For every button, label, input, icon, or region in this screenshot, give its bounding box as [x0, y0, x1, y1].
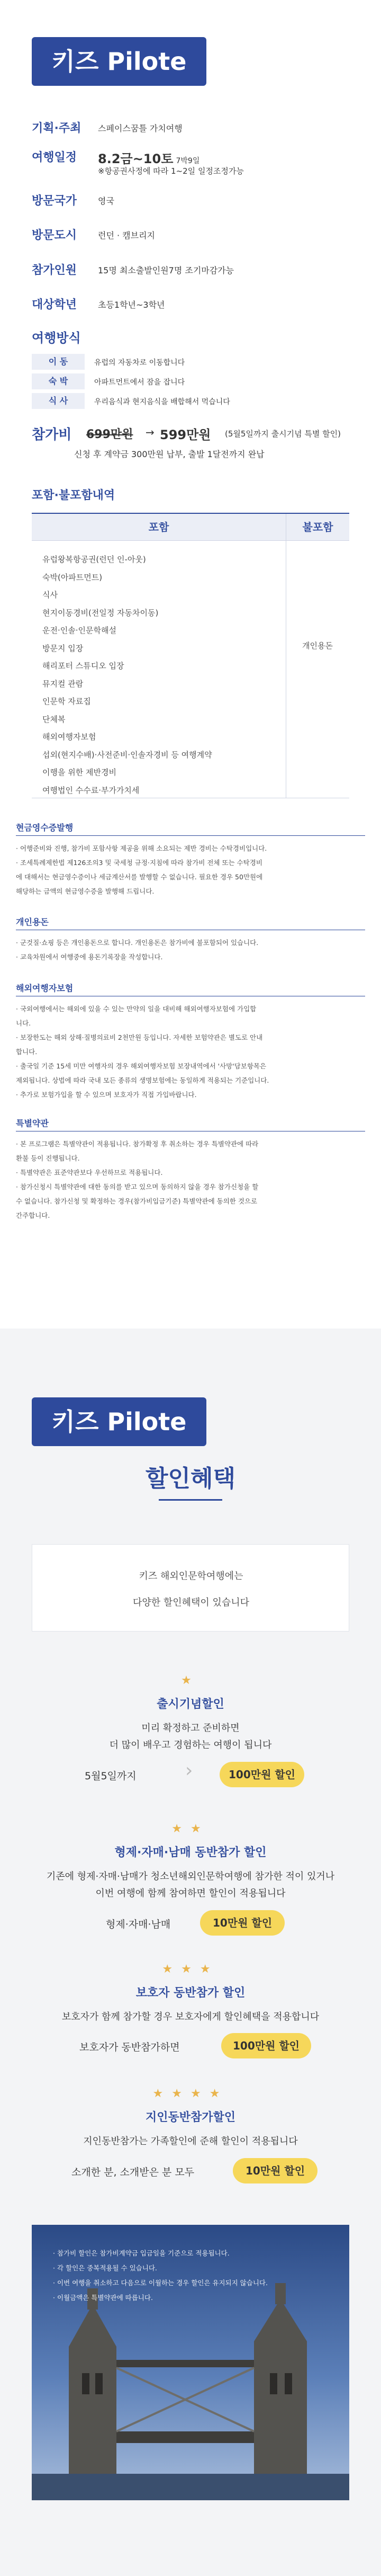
- brand-text-2: 키즈 Pilote: [51, 1407, 187, 1436]
- star-icon: ★: [181, 1674, 200, 1687]
- city-value: 런던 · 캠브리지: [98, 230, 155, 240]
- method-title: 여행방식: [32, 331, 81, 345]
- note-line: · 출국일 기준 15세 미만 여행자의 경우 해외여행자보험 보장내역에서 '사망'담보항목은: [16, 1062, 267, 1070]
- header-included: 포함: [32, 514, 286, 540]
- schedule-label: 여행일정: [32, 151, 77, 164]
- note-line: · 조세특례제한법 제126조의3 및 국세청 규정·지침에 따라 참가비 전체 또는 수탁경비: [16, 859, 262, 867]
- discount-badge: 10만원 할인: [200, 1910, 285, 1936]
- method-value: 우리음식과 현지음식을 배합해서 먹습니다: [94, 398, 230, 406]
- photo-note-line: · 이번 여행을 취소하고 다음으로 이월하는 경우 할인은 유지되지 않습니다.: [53, 2279, 268, 2287]
- note-line: 니다.: [16, 1019, 31, 1027]
- price-old: 699만원: [86, 428, 133, 441]
- brand-logo: [32, 37, 206, 86]
- brand-text: 키즈 Pilote: [51, 47, 187, 76]
- method-label: 숙 박: [32, 373, 85, 389]
- included-list: [42, 551, 212, 799]
- host-value: 스페이스꿈틀 가치여행: [98, 123, 183, 133]
- price-label: 참가비: [32, 427, 72, 443]
- note-line: · 참가신청시 특별약관에 대한 동의를 받고 있으며 동의하지 않을 경우 참가신청을 할: [16, 1183, 259, 1191]
- photo-notes: [53, 2246, 328, 2305]
- schedule-value-wrap: [98, 148, 199, 167]
- discount-title: 할인혜택: [145, 1465, 235, 1492]
- note-line: · 국외여행에서는 해외에 있을 수 있는 만약의 일을 대비해 해외여행자보험에 가입합: [16, 1005, 257, 1013]
- list-item: 이행을 위한 제반경비: [42, 768, 116, 777]
- note-title: 개인용돈: [16, 917, 49, 927]
- star-icon: ★★★★: [152, 2087, 229, 2100]
- brand-logo-2: [32, 1397, 206, 1446]
- method-row: [32, 393, 349, 409]
- included-table: [32, 513, 349, 798]
- discount-condition: 5월5일까지: [85, 1770, 137, 1782]
- discount-name: 형제·자매·남매 동반참가 할인: [114, 1846, 267, 1859]
- note-line: · 교육차원에서 여행중에 용돈기록장을 작성합니다.: [16, 953, 163, 961]
- discount-desc: 기존에 형제·자매·남매가 청소년해외인문학여행에 참가한 적이 있거나: [46, 1871, 335, 1882]
- list-item: 인문학 자료집: [42, 697, 91, 706]
- list-item: 뮤지컬 관람: [42, 679, 84, 689]
- intro-box: [32, 1544, 349, 1632]
- schedule-value: 8.2금~10토: [98, 151, 174, 166]
- discount-desc: 이번 여행에 함께 참여하면 할인이 적용됩니다: [95, 1888, 286, 1899]
- note-line: 제외됩니다. 상법에 따라 국내 모든 종류의 생명보험에는 동일하게 적용되는 기준입니다.: [16, 1076, 269, 1084]
- note-box: [16, 835, 365, 898]
- header-excluded: 불포함: [286, 514, 349, 540]
- method-label: 이 동: [32, 354, 85, 370]
- country-label: 방문국가: [32, 194, 77, 208]
- method-value: 아파트먼트에서 잠을 잡니다: [94, 378, 185, 387]
- discount-desc: 미리 확정하고 준비하면: [141, 1723, 240, 1734]
- discount-condition: 보호자가 동반참가하면: [79, 2042, 180, 2053]
- list-item: 방문지 입장: [42, 643, 84, 653]
- discount-condition: 소개한 분, 소개받은 분 모두: [71, 2167, 195, 2178]
- tower-bridge-photo: [32, 2225, 349, 2500]
- note-box: [16, 930, 365, 964]
- included-title: 포함·불포함내역: [32, 489, 115, 502]
- list-item: 유럽왕복항공권(런던 인-아웃): [42, 555, 146, 564]
- note-line: · 보장한도는 해외 상해·질병의료비 2천만원 등입니다. 자세한 보험약관은 별도로 안내: [16, 1033, 263, 1041]
- discount-condition: 형제·자매·남매: [106, 1919, 171, 1930]
- photo-note-line: · 각 할인은 중복적용될 수 있습니다.: [53, 2264, 157, 2272]
- schedule-note: ※항공권사정에 따라 1~2일 일정조정가능: [98, 166, 244, 176]
- method-label: 식 사: [32, 393, 85, 409]
- note-box: [16, 1131, 365, 1223]
- host-label: 기획·주최: [32, 122, 81, 135]
- star-icon: ★★★: [162, 1963, 219, 1976]
- country-value: 영국: [98, 196, 114, 206]
- list-item: 여행법인 수수료·부가가치세: [42, 785, 140, 795]
- list-item: 운전·인솔·인문학해설: [42, 626, 116, 635]
- list-item: 현지이동경비(전일정 자동차이동): [42, 608, 159, 618]
- note-line: · 군것질·쇼핑 등은 개인용돈으로 합니다. 개인용돈은 참가비에 불포함되어 있습니다.: [16, 939, 259, 947]
- list-item: 해외여행자보험: [42, 732, 96, 742]
- list-item: 해리포터 스튜디오 입장: [42, 661, 124, 671]
- intro-line-2: 다양한 할인혜택이 있습니다: [132, 1597, 250, 1608]
- price-note-2: 신청 후 계약금 300만원 납부, 출발 1달전까지 완납: [74, 449, 265, 459]
- note-line: · 어행준비와 진행, 참가비 포함사항 제공을 위해 소요되는 제반 경비는 수탁경비입니다.: [16, 844, 267, 852]
- note-line: 에 대해서는 현금영수증이나 세금계산서를 발행할 수 없습니다. 필요한 경우 50만원에: [16, 873, 263, 881]
- people-value: 15명 최소출발인원7명 조기마감가능: [98, 265, 234, 275]
- price-new: 599만원: [160, 427, 211, 442]
- note-title: 특별약관: [16, 1118, 49, 1128]
- schedule-suffix: 7박9일: [176, 157, 200, 165]
- excluded-item: 개인용돈: [302, 641, 333, 650]
- note-line: · 본 프로그램은 특별약관이 적용됩니다. 참가확정 후 취소하는 경우 특별약관에 따라: [16, 1140, 259, 1148]
- method-row: [32, 354, 349, 370]
- target-label: 대상학년: [32, 298, 77, 311]
- note-line: 간주합니다.: [16, 1211, 50, 1219]
- list-item: 식사: [42, 590, 58, 600]
- note-box: [16, 996, 365, 1102]
- discount-name: 지인동반참가할인: [145, 2111, 236, 2124]
- discount-desc: 보호자가 함께 참가할 경우 보호자에게 할인혜택을 적용합니다: [61, 2011, 320, 2022]
- list-item: 숙박(아파트먼트): [42, 572, 103, 582]
- photo-note-line: · 참가비 할인은 참가비계약금 입금일을 기준으로 적용됩니다.: [53, 2249, 230, 2257]
- star-icon: ★★: [171, 1822, 210, 1835]
- note-title: 해외여행자보험: [16, 983, 74, 993]
- discount-name: 출시기념할인: [157, 1698, 224, 1711]
- people-label: 참가인원: [32, 264, 77, 277]
- note-line: · 특별약관은 표준약관보다 우선하므로 적용됩니다.: [16, 1169, 163, 1176]
- note-line: 해당하는 금액의 현금영수증을 발행해 드립니다.: [16, 887, 155, 895]
- chevron-right-icon: ›: [185, 1760, 193, 1781]
- method-value: 유럽의 자동차로 이동합니다: [94, 359, 185, 367]
- price-arrow: →: [146, 426, 155, 439]
- city-label: 방문도시: [32, 229, 77, 242]
- target-value: 초등1학년~3학년: [98, 300, 165, 310]
- discount-desc: 더 많이 배우고 경험하는 여행이 됩니다: [109, 1740, 272, 1751]
- price-note: (5월5일까지 출시기념 특별 할인): [225, 429, 341, 439]
- discount-desc: 지인동반참가는 가족할인에 준해 할인이 적용됩니다: [83, 2136, 298, 2147]
- note-line: · 추가로 보험가입을 할 수 있으며 보호자가 직접 가입바랍니다.: [16, 1091, 197, 1099]
- list-item: 단체복: [42, 714, 66, 724]
- intro-line-1: 키즈 해외인문학여행에는: [139, 1571, 243, 1582]
- method-row: [32, 373, 349, 389]
- note-line: 환불 등이 진행됩니다.: [16, 1154, 80, 1162]
- note-line: 합니다.: [16, 1048, 38, 1056]
- photo-note-line: · 이월금액은 특별약관에 따릅니다.: [53, 2294, 153, 2302]
- title-underline: [159, 1499, 222, 1501]
- discount-badge: 10만원 할인: [233, 2158, 318, 2183]
- discount-badge: 100만원 할인: [221, 2033, 311, 2058]
- discount-name: 보호자 동반참가 할인: [135, 1986, 246, 2000]
- list-item: 섭외(현지수배)·사전준비·인솔자경비 등 여행계약: [42, 750, 212, 760]
- note-line: 수 없습니다. 참가신청 및 확정하는 경우(참가비입금기준) 특별약관에 동의한 것으로: [16, 1197, 258, 1205]
- discount-badge: 100만원 할인: [220, 1762, 304, 1787]
- note-title: 현금영수증발행: [16, 823, 74, 833]
- header-divider: [32, 540, 349, 541]
